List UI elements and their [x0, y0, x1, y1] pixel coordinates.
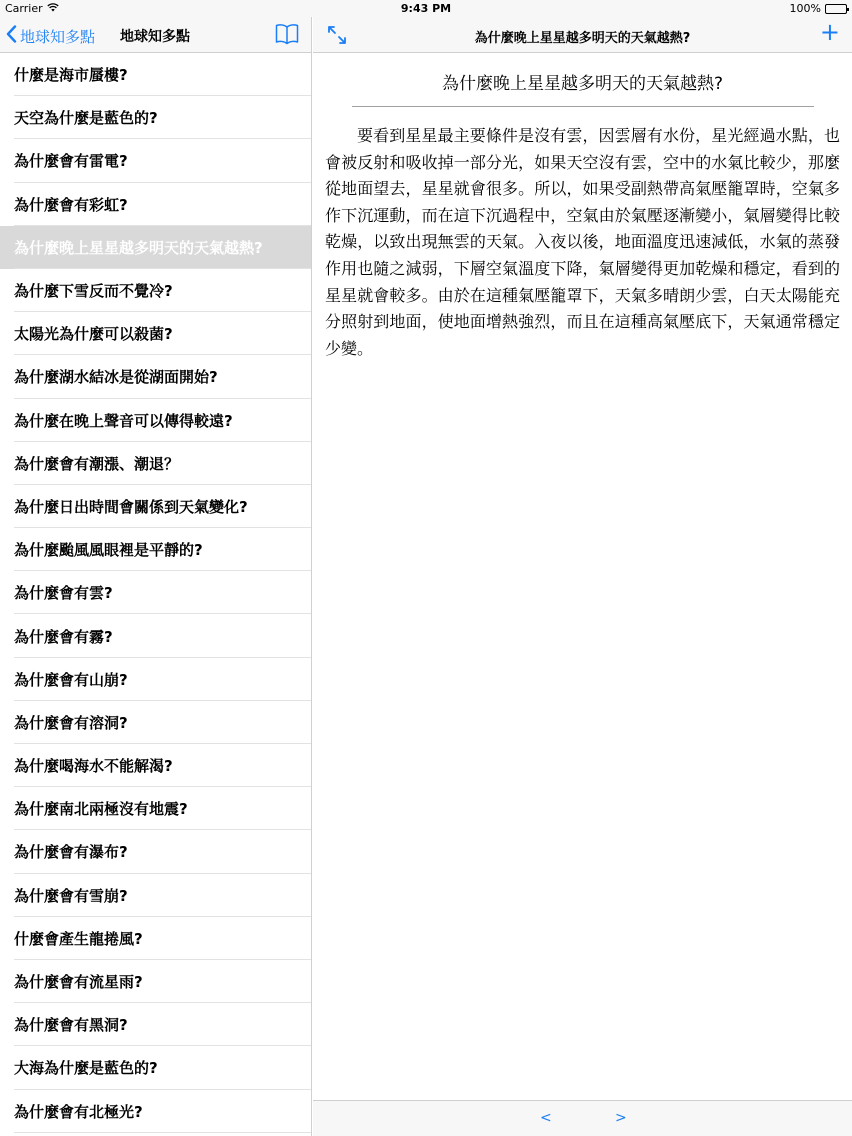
list-item[interactable] [0, 658, 311, 701]
book-icon[interactable] [275, 23, 299, 49]
list-item[interactable] [0, 528, 311, 571]
list-item[interactable] [0, 183, 311, 226]
list-item-label: 為什麼日出時間會關係到天氣變化? [14, 497, 248, 516]
list-item[interactable] [0, 1046, 311, 1089]
battery-info [790, 2, 847, 15]
article-title: 為什麼晚上星星越多明天的天氣越熱? [441, 74, 724, 94]
list-item[interactable] [0, 744, 311, 787]
chevron-left-icon [6, 25, 20, 47]
list-item-label: 為什麼湖水結冰是從湖面開始? [14, 368, 218, 387]
list-item-label: 為什麼颱風風眼裡是平靜的? [14, 541, 203, 560]
list-item[interactable] [0, 96, 311, 139]
list-item[interactable] [0, 399, 311, 442]
detail-panel [313, 17, 852, 1136]
list-item-label: 為什麼會有黑洞? [14, 1016, 128, 1035]
list-item[interactable] [0, 485, 311, 528]
master-panel [0, 17, 312, 1136]
list-item-label: 什麼會產生龍捲風? [14, 929, 143, 948]
list-item-label: 太陽光為什麼可以殺菌? [14, 325, 173, 344]
list-item-label: 為什麼會有彩虹? [14, 195, 128, 214]
bottom-toolbar [313, 1100, 852, 1136]
topic-list [0, 53, 311, 1133]
list-item[interactable] [0, 312, 311, 355]
plus-icon[interactable]: + [819, 18, 840, 46]
list-item[interactable] [0, 1090, 311, 1133]
list-item-label: 什麼是海市蜃樓? [14, 66, 128, 85]
list-item[interactable] [0, 226, 311, 269]
article-body: 要看到星星最主要條件是沒有雲，因雲層有水份，星光經過水點，也會被反射和吸收掉一部分光，如果天空沒有雲，空中的水氣比較少，那麼從地面望去，星星就會很多。所以，如果受副熱帶高氣壓籠罩時，空氣多作下沉運動，而在這下沉過程中，空氣由於氣壓逐漸變小，氣層變得比較乾燥，以致出現無雲的天氣。入夜以後，地面溫度迅速減低，水氣的蒸發作用也隨之減弱，下層空氣溫度下降，氣層變得更加乾燥和穩定，看到的星星就會較多。由於在這種氣壓籠罩下，天氣多晴朗少雲，白天太陽能充分照射到地面，使地面增熱強烈，而且在這種高氣壓底下，天氣通常穩定少變。 [325, 126, 840, 358]
back-button[interactable] [6, 25, 95, 47]
list-item[interactable] [0, 1003, 311, 1046]
list-item-label: 為什麼會有霧? [14, 627, 113, 646]
list-item[interactable] [0, 874, 311, 917]
list-item-label: 大海為什麼是藍色的? [14, 1059, 158, 1078]
master-nav-bar [0, 17, 311, 53]
list-item[interactable] [0, 355, 311, 398]
previous-button[interactable]: < [540, 1110, 552, 1126]
list-item[interactable] [0, 571, 311, 614]
list-item[interactable] [0, 614, 311, 657]
status-time: 9:43 PM [400, 2, 452, 15]
list-item-label: 為什麼會有流星雨? [14, 973, 143, 992]
list-item-label: 為什麼下雪反而不覺冷? [14, 282, 173, 301]
list-item-label: 為什麼喝海水不能解渴? [14, 757, 173, 776]
list-item-label: 為什麼會有潮漲、潮退？ [14, 454, 180, 473]
list-item-label: 為什麼會有雷電? [14, 152, 128, 171]
list-item[interactable] [0, 830, 311, 873]
list-item[interactable] [0, 53, 311, 96]
list-item[interactable] [0, 701, 311, 744]
list-item-label: 為什麼晚上星星越多明天的天氣越熱? [14, 238, 263, 257]
battery-icon [825, 4, 847, 14]
next-button[interactable]: > [615, 1110, 627, 1126]
detail-nav-title: 為什麼晚上星星越多明天的天氣越熱? [474, 31, 691, 46]
back-button-label: 地球知多點 [20, 27, 96, 46]
list-item-label: 為什麼在晚上聲音可以傳得較遠? [14, 411, 233, 430]
list-item[interactable] [0, 139, 311, 182]
status-bar [0, 0, 852, 17]
list-item[interactable] [0, 442, 311, 485]
list-item-label: 為什麼南北兩極沒有地震? [14, 800, 188, 819]
detail-nav-bar [313, 17, 852, 53]
list-item-label: 為什麼會有雲? [14, 584, 113, 603]
list-item[interactable] [0, 917, 311, 960]
carrier-label: Carrier [5, 2, 43, 15]
list-item[interactable] [0, 960, 311, 1003]
list-item-label: 為什麼會有山崩? [14, 670, 128, 689]
list-item[interactable] [0, 269, 311, 312]
list-item-label: 為什麼會有瀑布? [14, 843, 128, 862]
list-item-label: 為什麼會有溶洞? [14, 713, 128, 732]
master-title: 地球知多點 [120, 29, 190, 45]
list-item-label: 為什麼會有雪崩? [14, 886, 128, 905]
list-item[interactable] [0, 787, 311, 830]
battery-percent: 100% [789, 2, 821, 15]
list-item-label: 為什麼會有北極光? [14, 1102, 143, 1121]
list-item-label: 天空為什麼是藍色的? [14, 109, 158, 128]
